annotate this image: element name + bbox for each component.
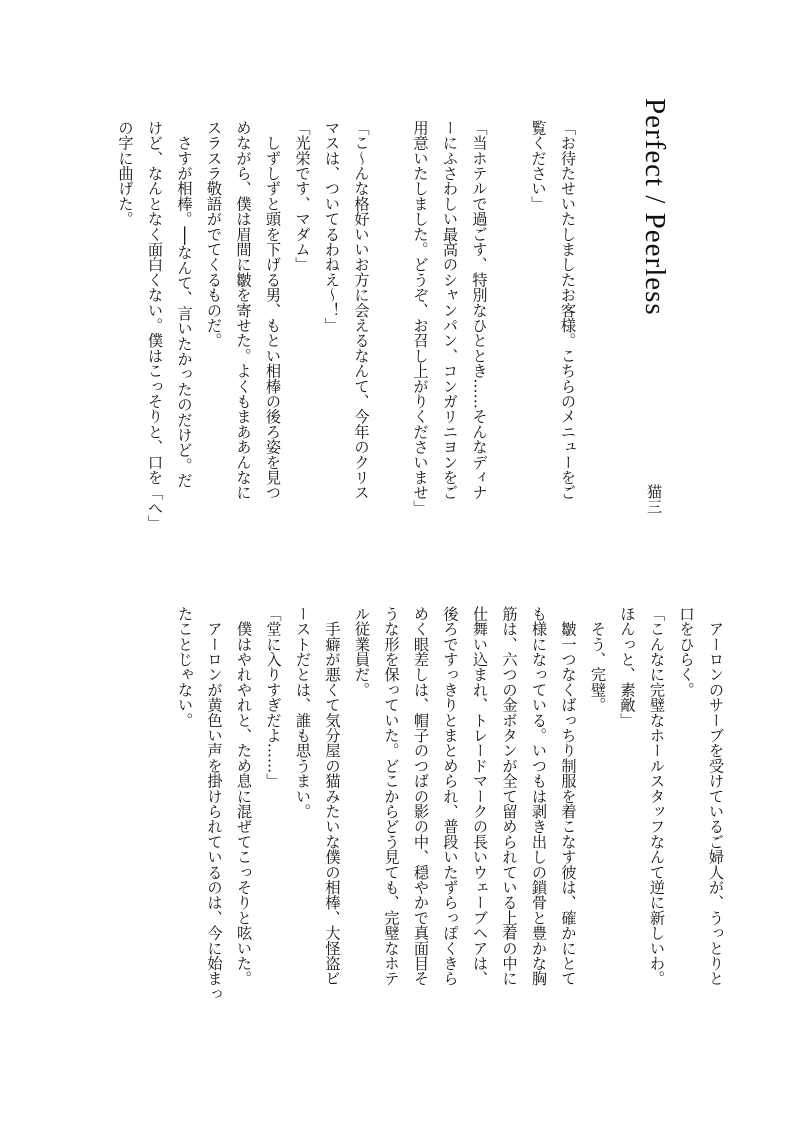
blank-line	[494, 120, 524, 540]
text-line: けど、なんとなく面白くない。僕はこっそりと、口を「へ」	[146, 120, 164, 531]
text-line: 仕舞い込まれ、トレードマークの長いウェーブヘアは、	[471, 606, 489, 986]
text-line: 僕はやれやれと、ため息に混ぜてこっそりと呟いた。	[235, 606, 253, 986]
text-line: 「お待たせいたしましたお客様。こちらのメニューをご	[559, 120, 577, 500]
blank-line	[376, 120, 406, 540]
text-line: 「当ホテルで過ごす、特別なひととき……そんなディナ	[470, 120, 489, 500]
story-title: Perfect / Peerless	[639, 98, 671, 316]
text-line: しずしずと頭を下げる男、もとい相棒の後ろ姿を見つ	[264, 120, 282, 500]
text-line: アーロンが黄色い声を掛けられているのは、今に始まっ	[205, 606, 224, 1002]
text-line: たことじゃない。	[176, 606, 194, 728]
text-line: 「光栄です、マダム」	[293, 120, 312, 272]
text-line: の字に曲げた。	[116, 120, 135, 227]
upper-text-column	[110, 120, 582, 540]
text-line: そう、完璧。	[589, 606, 607, 713]
text-line: マスは、ついてるわねえ～！」	[323, 120, 341, 333]
text-line: 用意いたしました。どうぞ、お召し上がりくださいませ」	[411, 120, 430, 516]
text-line: ーにふさわしい最高のシャンパン、コンガリニヨンをご	[441, 120, 459, 500]
text-line: スラスラ敬語がでてくるものだ。	[205, 120, 223, 348]
text-line: 後ろですっきりとまとめられ、普段いたずらっぽくきら	[441, 606, 460, 986]
text-line: ル従業員だ。	[353, 606, 371, 698]
text-line: うな形を保っていた。どこからどう見ても、完璧なホテ	[382, 606, 401, 986]
text-line: めく眼差しは、帽子のつばの影の中、穏やかで真面目そ	[412, 606, 430, 986]
text-line: 覧ください」	[529, 120, 548, 212]
text-line: 筋は、六つの金ボタンが全て留められている上着の中に	[500, 606, 519, 986]
text-line: も様になっている。いつもは剥き出しの鎖骨と豊かな胸	[530, 606, 548, 986]
text-line: 手癖が悪くて気分屋の猫みたいな僕の相棒、大怪盗ビ	[323, 606, 342, 986]
text-line: さすが相棒。──なんて、言いたかったのだけど。だ	[175, 120, 194, 488]
text-line: 「こんなに完璧なホールスタッフなんて逆に新しいわ。	[648, 606, 666, 986]
text-line: 皺一つなくばっちり制服を着こなす彼は、確かにとて	[559, 606, 578, 986]
text-line: 口をひらく。	[677, 606, 696, 698]
text-line: アーロンのサーブを受けているご婦人が、うっとりと	[707, 606, 725, 986]
text-line: 「堂に入りすぎだよ……」	[264, 606, 283, 789]
text-line: 「こ～んな格好いいお方に会えるなんて、今年のクリス	[352, 120, 371, 500]
lower-text-column	[170, 606, 731, 1026]
text-line: ほんっと、素敵」	[618, 606, 637, 728]
author-name: 猫三	[645, 484, 663, 514]
text-line: ーストだとは、誰も思うまい。	[294, 606, 312, 819]
text-line: めながら、僕は眉間に皺を寄せた。よくもまああんなに	[234, 120, 253, 500]
